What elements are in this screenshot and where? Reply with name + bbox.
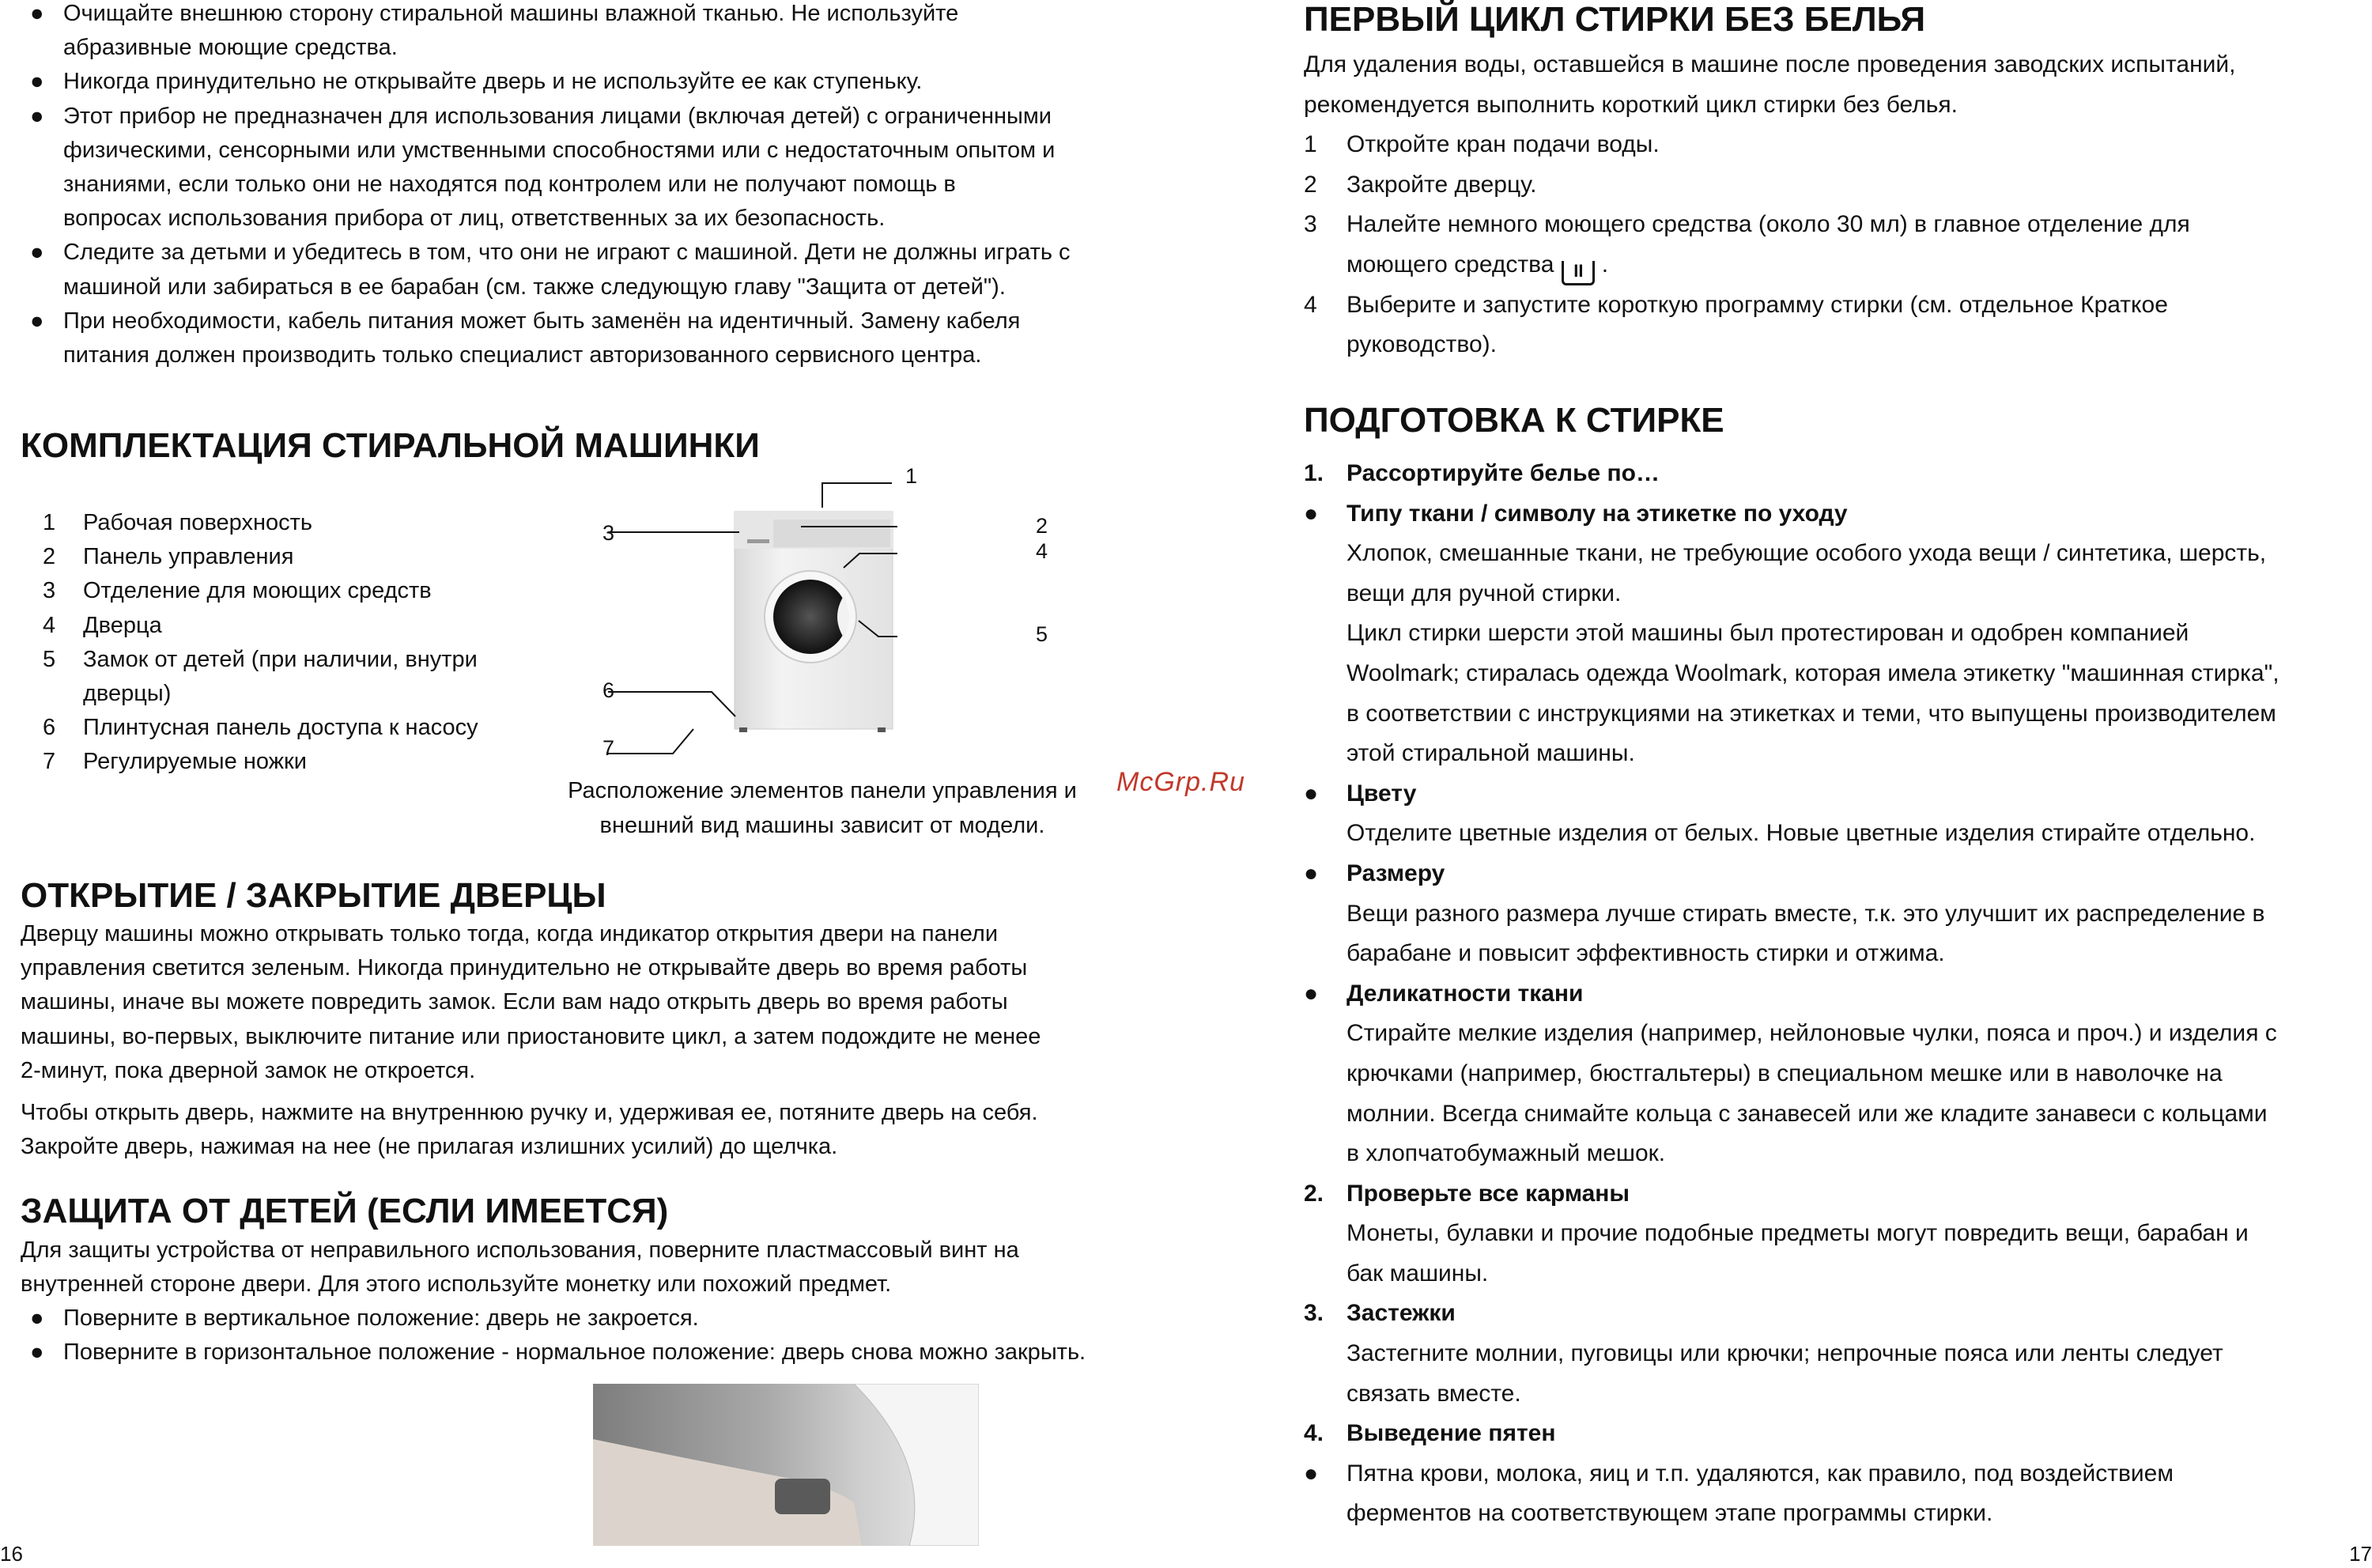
item-text [1347, 165, 1536, 206]
item-text-content: питания должен производить только специалист авторизованного сервисного центра. [63, 342, 982, 368]
item-text-content: При необходимости, кабель питания может быть заменён на идентичный. Замену кабеля [63, 308, 1021, 334]
bullet-icon: ● [30, 1339, 44, 1366]
item-text-content: Проверьте все карманы [1347, 1180, 1630, 1207]
item-text [21, 989, 1008, 1014]
item-text-content: моющего средства [1347, 251, 1554, 278]
item-text-content: Откройте кран подачи воды. [1347, 131, 1660, 158]
item-text-content: Никогда принудительно не открывайте дверь и не используйте ее как ступеньку. [63, 69, 923, 95]
item-text [1347, 1454, 2174, 1494]
item-text-content: Дверцу машины можно открывать только тогда, когда индикатор открытия двери на панели [21, 921, 999, 946]
item-number: 4. [1304, 1420, 1324, 1447]
list-item [1304, 45, 2236, 85]
item-text-content: Пятна крови, молока, яиц и т.п. удаляются, как правило, под воздействием [1347, 1460, 2174, 1487]
item-text [1347, 854, 1445, 894]
item-text [1347, 1494, 1992, 1534]
item-number: 2 [43, 544, 56, 570]
item-text [1304, 92, 1958, 118]
page-number-left: 16 [0, 1542, 23, 1566]
item-text-content: Отделение для моющих средств [83, 578, 432, 604]
item-text [1347, 325, 1497, 365]
item-text [1347, 1214, 2249, 1254]
item-text [21, 1134, 837, 1159]
item-text [1347, 814, 2255, 854]
item-text-content: 2-минут, пока дверной замок не откроется. [21, 1057, 476, 1083]
item-text [1347, 1174, 1630, 1215]
item-text-content: рекомендуется выполнить короткий цикл стирки без белья. [1304, 91, 1958, 118]
item-text [1347, 614, 2189, 654]
item-text-content: Стирайте мелкие изделия (например, нейлоновые чулки, пояса и проч.) и изделия с [1347, 1020, 2277, 1047]
diagram-label-6: 6 [602, 678, 615, 702]
item-text-content: в хлопчатобумажный мешок. [1347, 1140, 1666, 1167]
item-text [1347, 734, 1635, 774]
detergent-compartment-icon: II [1562, 261, 1595, 285]
item-number: 1 [43, 510, 56, 535]
item-text [1347, 125, 1660, 165]
bullet-icon: ● [1304, 860, 1319, 886]
item-text [1347, 454, 1660, 494]
item-text [1347, 974, 1583, 1014]
bullet-icon: ● [1304, 780, 1319, 807]
item-text-content: Чтобы открыть дверь, нажмите на внутреннюю ручку и, удерживая ее, потяните дверь на себя. [21, 1100, 1038, 1125]
item-text-content: Деликатности ткани [1347, 980, 1584, 1007]
item-text-content: Застегните молнии, пуговицы или крючки; непрочные пояса или ленты следует [1347, 1340, 2223, 1367]
list-item [21, 951, 1041, 985]
item-text-content: Закройте дверцу. [1347, 171, 1537, 198]
item-text [1347, 1014, 2277, 1054]
item-text [1347, 694, 2276, 735]
item-text-content: связать вместе. [1347, 1380, 1521, 1407]
item-text [1347, 1294, 1456, 1334]
item-text [21, 1024, 1041, 1049]
item-text [1347, 1094, 2268, 1135]
item-number: 2. [1304, 1180, 1324, 1207]
item-text-content: физическими, сенсорными или умственными способностями или с недостаточным опытом и [63, 137, 1056, 163]
list-item [21, 1130, 1038, 1164]
item-number: 7 [43, 749, 56, 775]
list-item [21, 1054, 1041, 1088]
item-text-content: Выберите и запустите короткую программу стирки (см. отдельное Краткое [1347, 291, 2168, 318]
item-text-content: Хлопок, смешанные ткани, не требующие особого ухода вещи / синтетика, шерсть, [1347, 540, 2267, 567]
child-lock-intro [21, 1234, 1019, 1302]
page-number-right: 17 [2349, 1542, 2372, 1566]
item-text [21, 1271, 891, 1297]
item-text-content: вопросах использования прибора от лиц, ответственных за их безопасность. [63, 206, 886, 232]
item-text-content: машины, иначе вы можете повредить замок. Если вам надо открыть дверь во время работы [21, 989, 1008, 1015]
list-item [1304, 245, 2236, 285]
bullet-icon: ● [30, 1, 44, 26]
first-cycle-steps [1304, 45, 2236, 365]
item-text-content: машины, во-первых, выключите питание или приостановите цикл, а затем подождите не менее [21, 1023, 1041, 1049]
item-text-content: Рабочая поверхность [83, 510, 312, 535]
bullet-icon: ● [1304, 980, 1319, 1007]
item-text-content: абразивные моющие средства. [63, 35, 398, 61]
bullet-icon: ● [1304, 500, 1319, 527]
door-paragraph-1 [21, 917, 1041, 1088]
item-text [1347, 1254, 1488, 1294]
item-text [21, 955, 1027, 980]
item-number: 4 [43, 612, 56, 638]
diagram-label-1: 1 [905, 464, 918, 488]
item-text-content: крючками (например, бюстгальтеры) в специальном мешке или в наволочке на [1347, 1060, 2223, 1086]
item-text [1347, 1054, 2223, 1094]
child-lock-photo [593, 1384, 979, 1546]
item-text [1347, 494, 1848, 535]
list-item [21, 1020, 1041, 1054]
item-text-content: Регулируемые ножки [83, 749, 307, 775]
item-text-suffix: . [1595, 251, 1609, 278]
item-text-content: ферментов на соответствующем этапе программы стирки. [1347, 1500, 1993, 1527]
item-text [1304, 51, 2236, 77]
item-text-content: Вещи разного размера лучше стирать вместе, т.к. это улучшит их распределение в [1347, 900, 2265, 927]
item-number: 1 [1304, 131, 1317, 158]
item-text-content: этой стиральной машины. [1347, 740, 1635, 767]
item-text-content: машиной или забираться в ее барабан (см. также следующую главу "Защита от детей"). [63, 274, 1006, 300]
item-text-content: руководство). [1347, 331, 1497, 358]
item-text-content: управления светится зеленым. Никогда принудительно не открывайте дверь во время работы [21, 955, 1028, 981]
item-text [1347, 1334, 2223, 1374]
item-text-content: Для удаления воды, оставшейся в машине после проведения заводских испытаний, [1304, 51, 2236, 77]
list-item [21, 917, 1041, 951]
item-text-content: Застежки [1347, 1300, 1456, 1327]
item-text-content: знаниями, если только они не находятся под контролем или не получают помощь в [63, 171, 956, 197]
item-number: 2 [1304, 171, 1317, 198]
section-heading-preparation: ПОДГОТОВКА К СТИРКЕ [1304, 401, 1724, 440]
diagram-caption-line-1: Расположение элементов панели управления и [568, 778, 1077, 803]
bullet-icon: ● [30, 69, 44, 95]
item-text [21, 1237, 1019, 1263]
item-number: 6 [43, 715, 56, 741]
bullet-icon: ● [30, 240, 44, 266]
item-text [63, 1302, 699, 1336]
item-text-content: Панель управления [83, 544, 294, 570]
item-text [1347, 574, 1621, 614]
item-number: 3 [1304, 211, 1317, 238]
list-item [1304, 325, 2236, 365]
item-text-content: Налейте немного моющего средства (около 30 мл) в главное отделение для [1347, 211, 2190, 238]
item-text [1347, 934, 1945, 974]
item-text [1347, 1414, 1555, 1454]
item-text [63, 1336, 1086, 1370]
section-heading-child-lock: ЗАЩИТА ОТ ДЕТЕЙ (ЕСЛИ ИМЕЕТСЯ) [21, 1192, 669, 1230]
bullet-icon: ● [30, 103, 44, 129]
item-text-content: Цикл стирки шерсти этой машины был протестирован и одобрен компанией [1347, 620, 2189, 647]
item-text-content: Поверните в вертикальное положение: дверь не закроется. [63, 1305, 699, 1331]
item-text [1347, 654, 2279, 694]
item-text-content: Отделите цветные изделия от белых. Новые цветные изделия стирайте отдельно. [1347, 820, 2256, 847]
diagram-caption-line-2: внешний вид машины зависит от модели. [599, 813, 1045, 838]
item-text-content: молнии. Всегда снимайте кольца с занавесей или же кладите занавеси с кольцами [1347, 1100, 2268, 1127]
item-text-content: Выведение пятен [1347, 1420, 1556, 1447]
diagram-label-4: 4 [1036, 539, 1048, 563]
item-text [21, 1100, 1038, 1125]
item-text-content: Цвету [1347, 780, 1417, 807]
diagram-label-5: 5 [1036, 622, 1048, 646]
list-item [21, 1268, 1019, 1302]
item-text [21, 1058, 475, 1083]
item-text [21, 921, 998, 946]
item-text [1347, 894, 2265, 935]
item-text [1347, 1134, 1665, 1174]
bullet-icon: ● [1304, 1460, 1319, 1487]
section-heading-door: ОТКРЫТИЕ / ЗАКРЫТИЕ ДВЕРЦЫ [21, 876, 606, 915]
diagram-label-3: 3 [602, 521, 615, 545]
item-text-content: Woolmark; стиралась одежда Woolmark, которая имела этикетку "машинная стирка", [1347, 659, 2279, 686]
bullet-icon: ● [30, 308, 44, 334]
section-heading-first-cycle: ПЕРВЫЙ ЦИКЛ СТИРКИ БЕЗ БЕЛЬЯ [1304, 0, 1926, 39]
item-number: 1. [1304, 460, 1324, 486]
list-item [21, 1096, 1038, 1130]
list-item [1304, 125, 2236, 165]
item-text-content: Монеты, булавки и прочие подобные предметы могут повредить вещи, барабан и [1347, 1220, 2249, 1247]
item-text-content: Плинтусная панель доступа к насосу [83, 715, 478, 741]
item-text-content: Рассортируйте белье по… [1347, 460, 1660, 486]
item-text [1347, 285, 2168, 326]
list-item [1304, 285, 2236, 326]
item-text-content: Дверца [83, 612, 162, 638]
item-text-content: вещи для ручной стирки. [1347, 580, 1622, 606]
item-text [1347, 774, 1416, 814]
item-text-content: бак машины. [1347, 1260, 1489, 1287]
list-item [1304, 205, 2236, 245]
item-number: 5 [43, 646, 56, 672]
item-text-content: Следите за детьми и убедитесь в том, что они не играют с машиной. Дети не должны играть с [63, 240, 1071, 266]
item-text-content: внутренней стороне двери. Для этого используйте монетку или похожий предмет. [21, 1271, 892, 1298]
item-text-content: Замок от детей (при наличии, внутри [83, 646, 478, 672]
section-heading-komplekt: КОМПЛЕКТАЦИЯ СТИРАЛЬНОЙ МАШИНКИ [21, 426, 760, 465]
bullet-icon: ● [30, 1305, 44, 1331]
item-text-content: Этот прибор не предназначен для использования лицами (включая детей) с ограниченными [63, 103, 1052, 129]
item-number: 4 [1304, 291, 1317, 318]
item-text-content: барабане и повысит эффективность стирки и отжима. [1347, 940, 1945, 967]
item-number: 3. [1304, 1300, 1324, 1327]
list-item [1304, 85, 2236, 126]
list-item [21, 985, 1041, 1019]
item-text [1347, 534, 2266, 574]
item-text-content: дверцы) [83, 680, 172, 706]
item-text-content: Типу ткани / символу на этикетке по уходу [1347, 500, 1848, 527]
item-text-content: Поверните в горизонтальное положение - нормальное положение: дверь снова можно закрыть. [63, 1339, 1086, 1366]
diagram-label-2: 2 [1036, 514, 1048, 538]
item-text-content: в соответствии с инструкциями на этикетках и теми, что выпущены производителем [1347, 700, 2276, 727]
item-text-content: Очищайте внешнюю сторону стиральной машины влажной тканью. Не используйте [63, 1, 959, 26]
item-text [1347, 1374, 1521, 1415]
list-item [1304, 165, 2236, 206]
diagram-label-7: 7 [602, 736, 615, 760]
item-text [1347, 245, 1608, 285]
item-text [1347, 205, 2190, 245]
door-paragraph-2 [21, 1096, 1038, 1164]
item-number: 3 [43, 578, 56, 604]
item-text-content: Размеру [1347, 860, 1445, 886]
item-text-content: Для защиты устройства от неправильного использования, поверните пластмассовый винт на [21, 1237, 1019, 1263]
watermark: McGrp.Ru [1116, 767, 1245, 797]
item-text-content: Закройте дверь, нажимая на нее (не прилагая излишних усилий) до щелчка. [21, 1134, 838, 1160]
list-item [21, 1234, 1019, 1268]
